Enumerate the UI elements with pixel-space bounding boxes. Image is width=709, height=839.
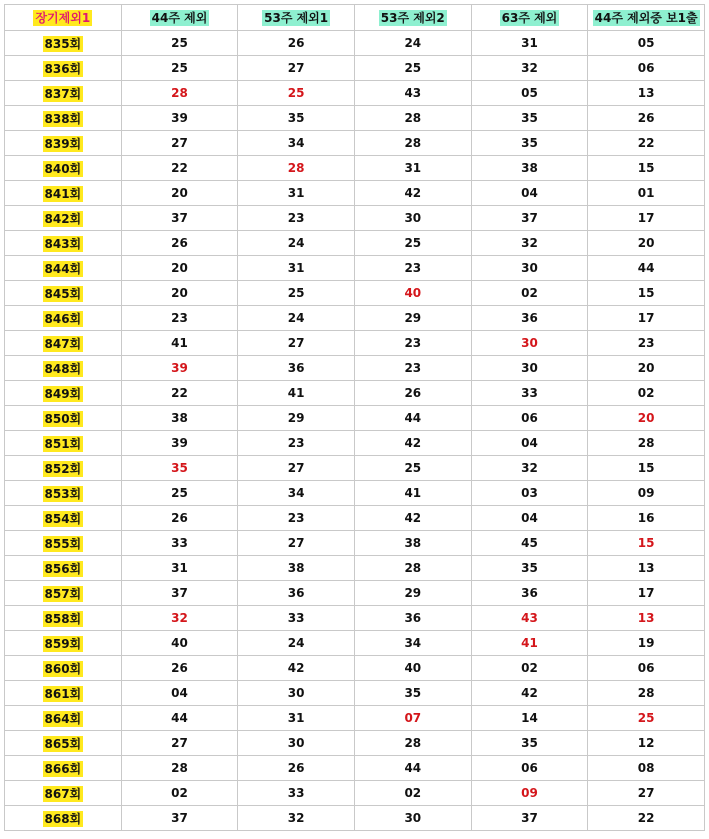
header-label: 44주 제외 (151, 11, 208, 25)
header-cell (238, 5, 355, 31)
number-cell: 41 (471, 631, 588, 656)
number-cell: 22 (121, 381, 238, 406)
number-cell: 33 (121, 531, 238, 556)
number-cell: 06 (471, 756, 588, 781)
number-cell: 40 (354, 656, 471, 681)
number-cell: 28 (121, 81, 238, 106)
round-cell (5, 281, 122, 306)
number-cell: 09 (588, 481, 705, 506)
number-cell: 29 (354, 581, 471, 606)
number-cell: 02 (354, 781, 471, 806)
number-cell: 26 (121, 231, 238, 256)
round-cell (5, 131, 122, 156)
round-cell (5, 381, 122, 406)
number-cell: 30 (471, 256, 588, 281)
table-row (5, 431, 705, 456)
number-cell: 15 (588, 531, 705, 556)
number-cell: 13 (588, 556, 705, 581)
number-cell: 28 (354, 106, 471, 131)
table-row (5, 581, 705, 606)
round-cell (5, 531, 122, 556)
number-cell: 27 (121, 731, 238, 756)
number-cell: 13 (588, 81, 705, 106)
number-cell: 31 (471, 31, 588, 56)
number-cell: 06 (588, 56, 705, 81)
number-cell: 44 (121, 706, 238, 731)
number-cell: 20 (121, 281, 238, 306)
number-cell: 31 (354, 156, 471, 181)
header-cell (5, 5, 122, 31)
table-row (5, 506, 705, 531)
table-row (5, 256, 705, 281)
number-cell: 43 (471, 606, 588, 631)
number-cell: 35 (471, 106, 588, 131)
round-label: 854회 (44, 511, 82, 526)
number-cell: 37 (121, 581, 238, 606)
number-cell: 25 (121, 481, 238, 506)
round-label: 855회 (44, 536, 82, 551)
number-cell: 28 (238, 156, 355, 181)
round-label: 867회 (44, 786, 82, 801)
table-row (5, 731, 705, 756)
number-cell: 02 (121, 781, 238, 806)
table-row (5, 756, 705, 781)
round-cell (5, 31, 122, 56)
number-cell: 37 (471, 806, 588, 831)
number-cell: 25 (354, 56, 471, 81)
number-cell: 22 (588, 806, 705, 831)
round-cell (5, 756, 122, 781)
round-cell (5, 806, 122, 831)
number-cell: 04 (121, 681, 238, 706)
number-cell: 02 (471, 656, 588, 681)
round-label: 848회 (44, 361, 82, 376)
number-cell: 25 (354, 456, 471, 481)
round-cell (5, 556, 122, 581)
round-cell (5, 631, 122, 656)
table-row (5, 181, 705, 206)
round-cell (5, 231, 122, 256)
header-label: 53주 제외1 (264, 11, 329, 25)
header-label: 장기제외1 (35, 11, 91, 25)
number-cell: 42 (238, 656, 355, 681)
table-row (5, 156, 705, 181)
number-cell: 16 (588, 506, 705, 531)
number-cell: 26 (121, 506, 238, 531)
number-cell: 23 (354, 256, 471, 281)
round-cell (5, 256, 122, 281)
number-cell: 33 (238, 606, 355, 631)
table-row (5, 206, 705, 231)
number-cell: 31 (121, 556, 238, 581)
round-cell (5, 181, 122, 206)
header-cell (121, 5, 238, 31)
number-cell: 41 (238, 381, 355, 406)
number-cell: 39 (121, 106, 238, 131)
number-cell: 35 (121, 456, 238, 481)
number-cell: 28 (588, 431, 705, 456)
round-label: 860회 (44, 661, 82, 676)
number-cell: 39 (121, 431, 238, 456)
table-row (5, 606, 705, 631)
table-row (5, 706, 705, 731)
number-cell: 24 (238, 306, 355, 331)
number-cell: 02 (471, 281, 588, 306)
round-cell (5, 706, 122, 731)
number-cell: 23 (238, 431, 355, 456)
number-cell: 27 (238, 56, 355, 81)
number-cell: 25 (238, 81, 355, 106)
table-row (5, 106, 705, 131)
round-cell (5, 156, 122, 181)
number-cell: 32 (471, 231, 588, 256)
round-label: 837회 (44, 86, 82, 101)
number-cell: 31 (238, 256, 355, 281)
number-cell: 31 (238, 706, 355, 731)
number-cell: 23 (354, 331, 471, 356)
header-label: 63주 제외 (501, 11, 558, 25)
number-cell: 04 (471, 506, 588, 531)
number-cell: 37 (121, 206, 238, 231)
number-cell: 45 (471, 531, 588, 556)
number-cell: 32 (238, 806, 355, 831)
round-label: 838회 (44, 111, 82, 126)
table-row (5, 631, 705, 656)
round-label: 842회 (44, 211, 82, 226)
number-cell: 30 (354, 806, 471, 831)
number-cell: 27 (121, 131, 238, 156)
round-cell (5, 56, 122, 81)
round-label: 857회 (44, 586, 82, 601)
number-cell: 09 (471, 781, 588, 806)
number-cell: 40 (354, 281, 471, 306)
number-cell: 36 (238, 581, 355, 606)
number-cell: 28 (354, 731, 471, 756)
number-cell: 44 (354, 406, 471, 431)
table-row (5, 531, 705, 556)
number-cell: 05 (588, 31, 705, 56)
number-cell: 25 (354, 231, 471, 256)
table-row (5, 656, 705, 681)
round-cell (5, 356, 122, 381)
number-cell: 44 (354, 756, 471, 781)
header-cell (471, 5, 588, 31)
round-label: 865회 (44, 736, 82, 751)
number-cell: 42 (354, 431, 471, 456)
number-cell: 30 (471, 331, 588, 356)
table-row (5, 231, 705, 256)
round-label: 868회 (44, 811, 82, 826)
round-label: 851회 (44, 436, 82, 451)
table-row (5, 356, 705, 381)
number-cell: 30 (238, 681, 355, 706)
round-cell (5, 306, 122, 331)
table-row (5, 781, 705, 806)
table-row (5, 331, 705, 356)
header-cell (354, 5, 471, 31)
table-row (5, 281, 705, 306)
number-cell: 17 (588, 206, 705, 231)
number-cell: 20 (588, 231, 705, 256)
number-cell: 38 (238, 556, 355, 581)
number-cell: 42 (471, 681, 588, 706)
number-cell: 28 (354, 556, 471, 581)
number-cell: 42 (354, 506, 471, 531)
number-cell: 27 (238, 331, 355, 356)
round-label: 840회 (44, 161, 82, 176)
number-cell: 27 (238, 531, 355, 556)
number-cell: 38 (471, 156, 588, 181)
number-cell: 23 (354, 356, 471, 381)
number-cell: 36 (471, 581, 588, 606)
round-cell (5, 481, 122, 506)
number-cell: 29 (354, 306, 471, 331)
number-cell: 24 (238, 231, 355, 256)
number-cell: 37 (471, 206, 588, 231)
number-cell: 24 (354, 31, 471, 56)
header-row (5, 5, 705, 31)
number-cell: 38 (354, 531, 471, 556)
round-cell (5, 406, 122, 431)
number-cell: 27 (238, 456, 355, 481)
round-label: 852회 (44, 461, 82, 476)
number-cell: 43 (354, 81, 471, 106)
table-row (5, 806, 705, 831)
number-cell: 31 (238, 181, 355, 206)
number-cell: 32 (121, 606, 238, 631)
number-cell: 17 (588, 306, 705, 331)
round-label: 846회 (44, 311, 82, 326)
number-cell: 20 (588, 356, 705, 381)
number-cell: 35 (471, 731, 588, 756)
number-cell: 17 (588, 581, 705, 606)
table-row (5, 481, 705, 506)
number-cell: 23 (238, 506, 355, 531)
number-cell: 33 (471, 381, 588, 406)
round-cell (5, 506, 122, 531)
round-label: 849회 (44, 386, 82, 401)
number-cell: 27 (588, 781, 705, 806)
round-label: 856회 (44, 561, 82, 576)
number-cell: 25 (121, 56, 238, 81)
number-cell: 15 (588, 156, 705, 181)
number-cell: 29 (238, 406, 355, 431)
round-label: 835회 (44, 36, 82, 51)
number-cell: 23 (588, 331, 705, 356)
number-cell: 23 (238, 206, 355, 231)
number-cell: 22 (121, 156, 238, 181)
round-cell (5, 106, 122, 131)
round-label: 864회 (44, 711, 82, 726)
exclusion-number-table (4, 4, 705, 831)
number-cell: 20 (121, 181, 238, 206)
number-cell: 26 (238, 31, 355, 56)
round-label: 861회 (44, 686, 82, 701)
number-cell: 25 (238, 281, 355, 306)
round-cell (5, 606, 122, 631)
number-cell: 19 (588, 631, 705, 656)
number-cell: 30 (471, 356, 588, 381)
number-cell: 22 (588, 131, 705, 156)
number-cell: 13 (588, 606, 705, 631)
number-cell: 34 (354, 631, 471, 656)
number-cell: 44 (588, 256, 705, 281)
round-cell (5, 731, 122, 756)
number-cell: 32 (471, 456, 588, 481)
round-label: 853회 (44, 486, 82, 501)
number-cell: 20 (588, 406, 705, 431)
number-cell: 03 (471, 481, 588, 506)
table-row (5, 681, 705, 706)
number-cell: 33 (238, 781, 355, 806)
number-cell: 26 (238, 756, 355, 781)
number-cell: 06 (471, 406, 588, 431)
round-cell (5, 81, 122, 106)
number-cell: 35 (354, 681, 471, 706)
number-cell: 38 (121, 406, 238, 431)
number-cell: 34 (238, 481, 355, 506)
table-row (5, 406, 705, 431)
table-row (5, 81, 705, 106)
number-cell: 28 (121, 756, 238, 781)
round-cell (5, 681, 122, 706)
number-cell: 40 (121, 631, 238, 656)
number-cell: 26 (354, 381, 471, 406)
number-cell: 30 (354, 206, 471, 231)
number-cell: 36 (354, 606, 471, 631)
round-label: 839회 (44, 136, 82, 151)
round-cell (5, 781, 122, 806)
header-label: 53주 제외2 (380, 11, 445, 25)
number-cell: 28 (588, 681, 705, 706)
number-cell: 04 (471, 181, 588, 206)
number-cell: 15 (588, 456, 705, 481)
round-label: 847회 (44, 336, 82, 351)
number-cell: 35 (471, 556, 588, 581)
number-cell: 07 (354, 706, 471, 731)
table-row (5, 56, 705, 81)
round-label: 858회 (44, 611, 82, 626)
table-row (5, 381, 705, 406)
number-cell: 30 (238, 731, 355, 756)
round-label: 841회 (44, 186, 82, 201)
number-cell: 15 (588, 281, 705, 306)
round-label: 845회 (44, 286, 82, 301)
table-row (5, 306, 705, 331)
number-cell: 39 (121, 356, 238, 381)
table-row (5, 456, 705, 481)
header-cell (588, 5, 705, 31)
number-cell: 41 (121, 331, 238, 356)
number-cell: 35 (471, 131, 588, 156)
header-label: 44주 제외중 보1출 (594, 11, 698, 25)
round-cell (5, 331, 122, 356)
round-cell (5, 206, 122, 231)
round-cell (5, 656, 122, 681)
number-cell: 37 (121, 806, 238, 831)
number-cell: 34 (238, 131, 355, 156)
round-label: 866회 (44, 761, 82, 776)
round-label: 859회 (44, 636, 82, 651)
number-cell: 25 (121, 31, 238, 56)
table-row (5, 31, 705, 56)
round-label: 843회 (44, 236, 82, 251)
number-cell: 28 (354, 131, 471, 156)
round-cell (5, 456, 122, 481)
number-cell: 23 (121, 306, 238, 331)
number-cell: 35 (238, 106, 355, 131)
number-cell: 12 (588, 731, 705, 756)
table-row (5, 131, 705, 156)
round-label: 850회 (44, 411, 82, 426)
round-label: 844회 (44, 261, 82, 276)
round-label: 836회 (44, 61, 82, 76)
number-cell: 41 (354, 481, 471, 506)
number-cell: 14 (471, 706, 588, 731)
number-cell: 36 (471, 306, 588, 331)
table-row (5, 556, 705, 581)
number-cell: 06 (588, 656, 705, 681)
number-cell: 25 (588, 706, 705, 731)
number-cell: 04 (471, 431, 588, 456)
number-cell: 20 (121, 256, 238, 281)
number-cell: 02 (588, 381, 705, 406)
number-cell: 24 (238, 631, 355, 656)
number-cell: 42 (354, 181, 471, 206)
round-cell (5, 431, 122, 456)
number-cell: 36 (238, 356, 355, 381)
number-cell: 05 (471, 81, 588, 106)
number-cell: 26 (121, 656, 238, 681)
number-cell: 01 (588, 181, 705, 206)
number-cell: 32 (471, 56, 588, 81)
round-cell (5, 581, 122, 606)
number-cell: 26 (588, 106, 705, 131)
number-cell: 08 (588, 756, 705, 781)
